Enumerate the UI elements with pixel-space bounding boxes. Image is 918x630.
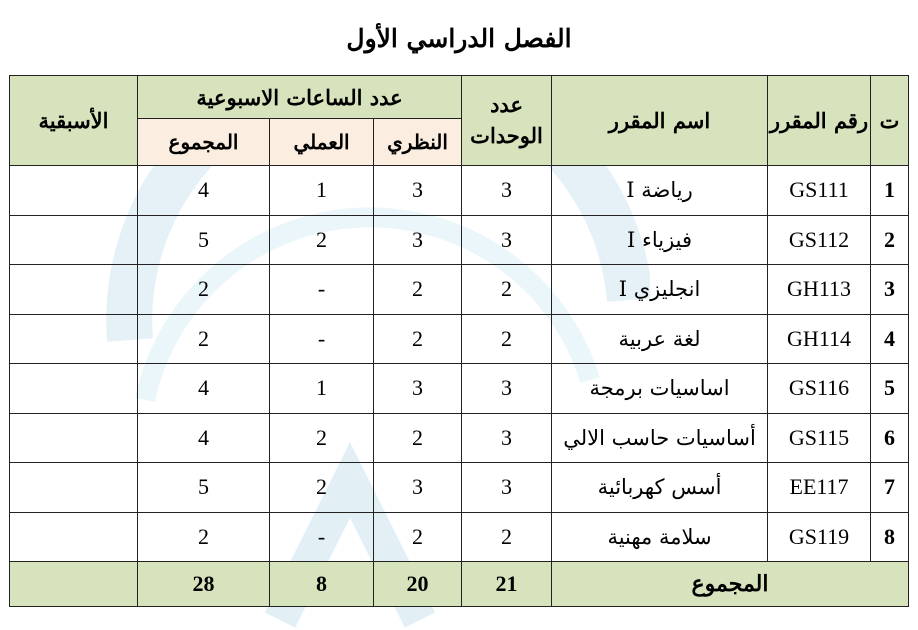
cell-total: 5 — [138, 215, 270, 265]
header-prerequisite: الأسبقية — [10, 76, 138, 166]
cell-practical: 2 — [270, 463, 374, 513]
total-practical: 8 — [270, 562, 374, 607]
cell-prerequisite — [10, 364, 138, 414]
header-practical: العملي — [270, 119, 374, 166]
cell-index: 6 — [871, 413, 909, 463]
total-units: 21 — [462, 562, 552, 607]
header-units: عدد الوحدات — [462, 76, 552, 166]
cell-theory: 2 — [374, 314, 462, 364]
table-row — [10, 166, 909, 216]
cell-total: 4 — [138, 413, 270, 463]
cell-theory: 3 — [374, 166, 462, 216]
course-table — [9, 75, 909, 607]
cell-units: 3 — [462, 413, 552, 463]
cell-total: 2 — [138, 512, 270, 562]
cell-course-name: أساسيات حاسب الالي — [552, 413, 768, 463]
cell-practical: 2 — [270, 413, 374, 463]
total-theory: 20 — [374, 562, 462, 607]
cell-practical: - — [270, 314, 374, 364]
table-row — [10, 413, 909, 463]
cell-index: 7 — [871, 463, 909, 513]
cell-practical: 1 — [270, 166, 374, 216]
cell-total: 2 — [138, 265, 270, 315]
cell-units: 3 — [462, 166, 552, 216]
cell-total: 5 — [138, 463, 270, 513]
cell-practical: 1 — [270, 364, 374, 414]
cell-units: 2 — [462, 314, 552, 364]
cell-units: 2 — [462, 265, 552, 315]
cell-prerequisite — [10, 314, 138, 364]
header-index: ت — [871, 76, 909, 166]
cell-course-name: انجليزي I — [552, 265, 768, 315]
cell-theory: 3 — [374, 463, 462, 513]
cell-total: 4 — [138, 166, 270, 216]
cell-total: 4 — [138, 364, 270, 414]
header-theory: النظري — [374, 119, 462, 166]
header-weekly-hours: عدد الساعات الاسبوعية — [138, 76, 462, 119]
cell-prerequisite — [10, 166, 138, 216]
table-row — [10, 512, 909, 562]
cell-units: 2 — [462, 512, 552, 562]
cell-course-code: GS119 — [768, 512, 871, 562]
cell-prerequisite — [10, 463, 138, 513]
cell-course-name: اساسيات برمجة — [552, 364, 768, 414]
cell-theory: 2 — [374, 512, 462, 562]
cell-course-code: GS115 — [768, 413, 871, 463]
cell-course-name: أسس كهربائية — [552, 463, 768, 513]
cell-practical: - — [270, 512, 374, 562]
cell-prerequisite — [10, 413, 138, 463]
total-hours: 28 — [138, 562, 270, 607]
cell-course-code: GS112 — [768, 215, 871, 265]
cell-prerequisite — [10, 215, 138, 265]
cell-course-name: رياضة I — [552, 166, 768, 216]
cell-theory: 2 — [374, 265, 462, 315]
cell-course-name: فيزياء I — [552, 215, 768, 265]
cell-prerequisite — [10, 512, 138, 562]
totals-row — [10, 562, 909, 607]
table-row — [10, 314, 909, 364]
cell-course-code: GH113 — [768, 265, 871, 315]
table-row — [10, 215, 909, 265]
cell-units: 3 — [462, 463, 552, 513]
header-total: المجموع — [138, 119, 270, 166]
cell-units: 3 — [462, 364, 552, 414]
cell-practical: 2 — [270, 215, 374, 265]
cell-total: 2 — [138, 314, 270, 364]
cell-index: 8 — [871, 512, 909, 562]
total-prerequisite — [10, 562, 138, 607]
cell-course-name: لغة عربية — [552, 314, 768, 364]
header-course-name: اسم المقرر — [552, 76, 768, 166]
cell-course-code: GH114 — [768, 314, 871, 364]
cell-course-code: GS116 — [768, 364, 871, 414]
cell-theory: 3 — [374, 215, 462, 265]
cell-course-name: سلامة مهنية — [552, 512, 768, 562]
totals-label: المجموع — [552, 562, 909, 607]
cell-index: 4 — [871, 314, 909, 364]
cell-practical: - — [270, 265, 374, 315]
table-row — [10, 364, 909, 414]
table-row — [10, 265, 909, 315]
cell-theory: 2 — [374, 413, 462, 463]
table-row — [10, 463, 909, 513]
cell-units: 3 — [462, 215, 552, 265]
cell-index: 1 — [871, 166, 909, 216]
cell-prerequisite — [10, 265, 138, 315]
cell-course-code: EE117 — [768, 463, 871, 513]
cell-index: 5 — [871, 364, 909, 414]
page-title: الفصل الدراسي الأول — [346, 24, 572, 53]
cell-index: 3 — [871, 265, 909, 315]
cell-course-code: GS111 — [768, 166, 871, 216]
cell-index: 2 — [871, 215, 909, 265]
cell-theory: 3 — [374, 364, 462, 414]
header-course-code: رقم المقرر — [768, 76, 871, 166]
